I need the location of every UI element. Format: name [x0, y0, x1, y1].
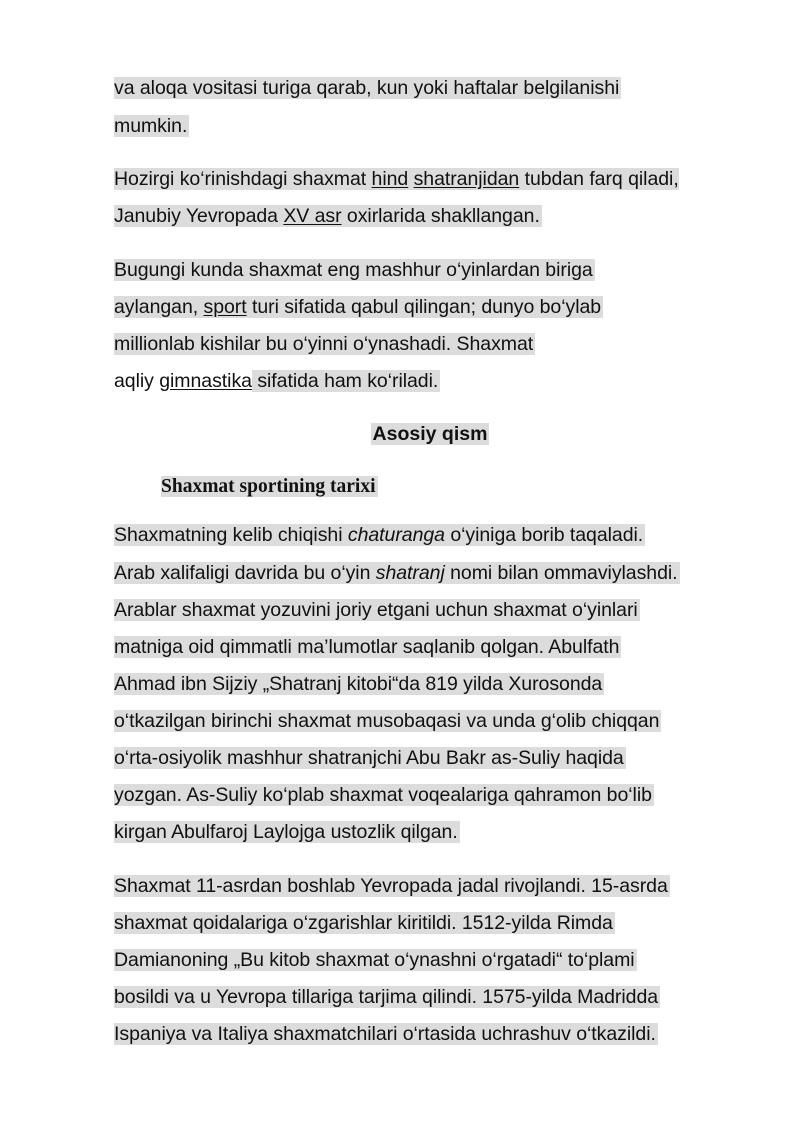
text-segment: yozgan. As-Suliy ko‘plab shaxmat voqealariga qahramon bo‘lib	[114, 784, 652, 806]
text-segment: shaxmat qoidalariga o‘zgarishlar kiritildi. 1512-yilda Rimda	[114, 912, 613, 934]
text-segment: Damianoning „Bu kitob shaxmat o‘ynashni o‘rgatadi“ to‘plami	[114, 949, 635, 971]
text-segment: Shaxmat 11-asrdan boshlab Yevropada jadal rivojlandi. 15-asrda	[114, 875, 668, 897]
text-segment: oxirlarida shakllangan.	[341, 205, 540, 227]
section-heading	[0, 420, 800, 448]
link-hind[interactable]: hind	[371, 168, 409, 190]
text-segment: Bugungi kunda shaxmat eng mashhur o‘yinlardan biriga	[114, 259, 593, 281]
text-segment: aylangan,	[114, 296, 204, 318]
text-segment: millionlab kishilar bu o‘yinni o‘ynashadi. Shaxmat	[114, 333, 534, 355]
link-shatranjidan[interactable]: shatranjidan	[413, 168, 520, 190]
text-line	[114, 910, 615, 936]
link-xv-asr[interactable]: XV asr	[283, 205, 342, 227]
text-line	[114, 984, 660, 1010]
text-segment: tubdan farq qiladi,	[519, 168, 679, 190]
text-line	[114, 522, 645, 548]
link-gimnastika[interactable]: gimnastika	[159, 370, 252, 392]
text-line	[114, 203, 542, 229]
italic-term: chaturanga	[347, 524, 445, 546]
text-line	[114, 745, 626, 771]
text-segment: Arab xalifaligi davrida bu o‘yin	[114, 562, 376, 584]
text-segment: aqliy	[114, 370, 160, 392]
italic-term: shatranj	[375, 562, 445, 584]
text-segment: Arablar shaxmat yozuvini joriy etgani uchun shaxmat o‘yinlari	[114, 599, 638, 621]
text-line	[114, 166, 679, 192]
text-line	[114, 75, 621, 101]
text-line	[114, 782, 654, 808]
text-segment: o‘yiniga borib taqaladi.	[444, 524, 644, 546]
text-line	[114, 368, 440, 394]
text-line	[114, 947, 637, 973]
text-line	[114, 331, 535, 357]
text-segment: kirgan Abulfaroj Laylojga ustozlik qilgan.	[114, 821, 458, 843]
link-sport[interactable]: sport	[203, 296, 247, 318]
text-segment: Shaxmatning kelib chiqishi	[114, 524, 348, 546]
text-line	[114, 294, 603, 320]
text-segment: sifatida ham ko‘riladi.	[251, 370, 439, 392]
heading-text: Asosiy qism	[372, 423, 488, 445]
text-line	[114, 634, 621, 660]
text-line	[114, 113, 189, 139]
text-segment: matniga oid qimmatli ma’lumotlar saqlanib qolgan. Abulfath	[114, 636, 620, 658]
text-segment: turi sifatida qabul qilingan; dunyo bo‘ylab	[246, 296, 602, 318]
text-segment: o‘tkazilgan birinchi shaxmat musobaqasi va unda g‘olib chiqqan	[114, 710, 660, 732]
text-segment: Hozirgi ko‘rinishdagi shaxmat	[114, 168, 372, 190]
text-segment: Ispaniya va Italiya shaxmatchilari o‘rtasida uchrashuv o‘tkazildi.	[114, 1023, 656, 1045]
subsection-heading	[161, 473, 378, 501]
text-segment: bosildi va u Yevropa tillariga tarjima qilindi. 1575-yilda Madridda	[114, 986, 659, 1008]
text-segment: mumkin.	[114, 115, 188, 137]
text-segment: Ahmad ibn Sijziy „Shatranj kitobi“da 819 yilda Xurosonda	[114, 673, 603, 695]
text-segment: o‘rta-osiyolik mashhur shatranjchi Abu Bakr as-Suliy haqida	[114, 747, 624, 769]
text-line	[114, 597, 640, 623]
text-line	[114, 560, 680, 586]
text-segment: va aloqa vositasi turiga qarab, kun yoki haftalar belgilanishi	[114, 77, 620, 99]
text-line	[114, 708, 661, 734]
text-segment: Janubiy Yevropada	[114, 205, 284, 227]
text-segment: nomi bilan ommaviylashdi.	[444, 562, 678, 584]
text-line	[114, 671, 604, 697]
subheading-text: Shaxmat sportining tarixi	[161, 476, 376, 497]
text-line	[114, 257, 595, 283]
text-line	[114, 819, 460, 845]
text-line	[114, 1021, 658, 1047]
text-line	[114, 873, 670, 899]
